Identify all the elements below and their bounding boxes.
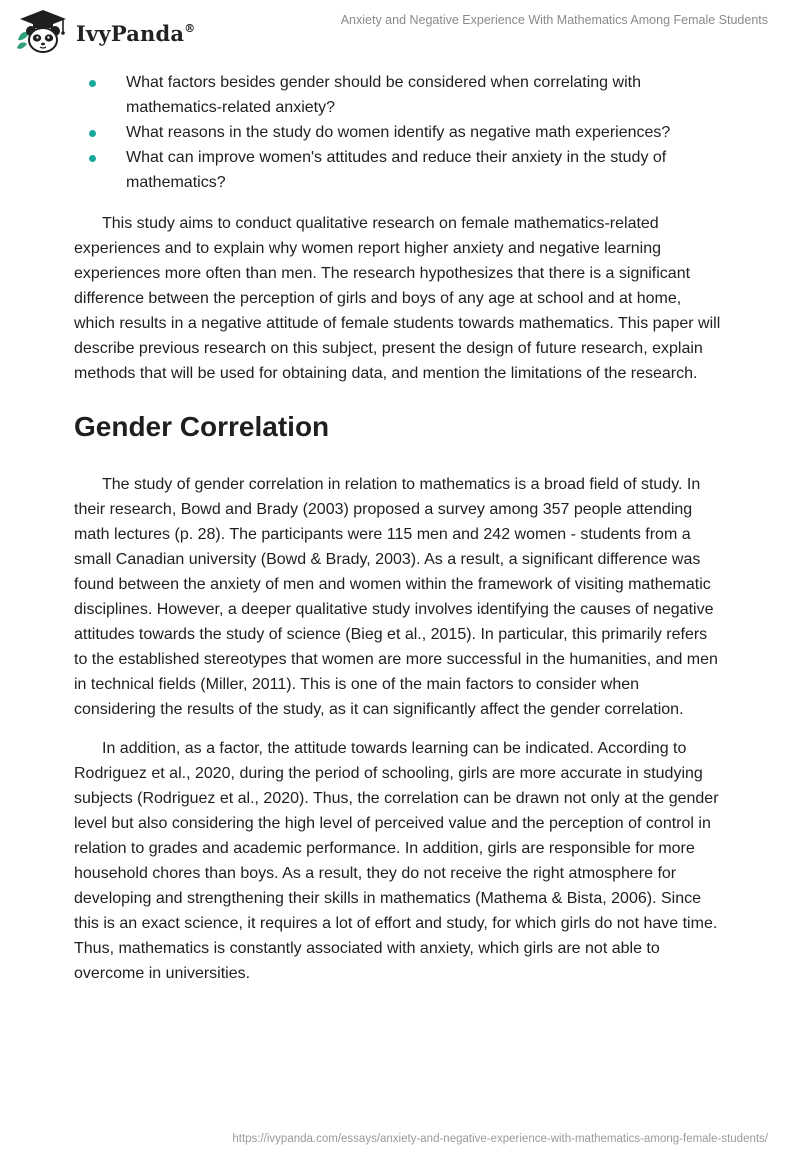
body-paragraph: The study of gender correlation in relation to mathematics is a broad field of study. In their research, Bowd and Brady (2003) proposed a survey among 357 people attending math lectures (p. 28). The participants were 115 men and 242 women - students from a small Canadian university (Bowd & Brady, 2003). As a result, a significant difference was found between the anxiety of men and women within the framework of visiting mathematic disciplines. However, a deeper qualitative study involves identifying the causes of negative attitudes towards the study of science (Bieg et al., 2015). In particular, this primarily refers to the established stereotypes that women are more successful in the humanities, and men in technical fields (Miller, 2011). This is one of the main factors to consider when considering the results of the study, as it can significantly affect the gender correlation. <box>74 476 718 718</box>
body-paragraph: In addition, as a factor, the attitude towards learning can be indicated. According to Rodriguez et al., 2020, during the period of schooling, girls are more accurate in studying subjects (Rodriguez et al., 2020). Thus, the correlation can be drawn not only at the gender level but also considering the high level of perceived value and the perception of control in relation to grades and academic performance. In addition, girls are responsible for more household chores than boys. As a result, they do not receive the right atmosphere for developing and strengthening their skills in mathematics (Mathema & Bista, 2006). Since this is an exact science, it requires a lot of effort and study, for which girls do not have time. Thus, mathematics is constantly associated with anxiety, which girls are not able to overcome in universities. <box>74 740 719 982</box>
registered-mark: ® <box>184 21 196 35</box>
document-title: Anxiety and Negative Experience With Mathematics Among Female Students <box>340 13 768 27</box>
list-item <box>74 70 724 120</box>
panda-graduate-icon <box>14 8 72 54</box>
list-item <box>74 120 724 145</box>
list-item <box>74 145 724 195</box>
research-questions-list <box>74 70 724 195</box>
source-url[interactable]: https://ivypanda.com/essays/anxiety-and-negative-experience-with-mathematics-among-female-students/ <box>232 1133 768 1145</box>
bullet-icon <box>89 80 96 87</box>
question-text: What factors besides gender should be considered when correlating with mathematics-related anxiety? <box>126 74 641 116</box>
question-text: What can improve women's attitudes and reduce their anxiety in the study of mathematics? <box>126 149 667 191</box>
bullet-icon <box>89 130 96 137</box>
section-heading: Gender Correlation <box>74 411 330 442</box>
intro-paragraph: This study aims to conduct qualitative research on female mathematics-related experiences and to explain why women report higher anxiety and negative learning experiences more often than men. The research hypothesizes that there is a significant difference between the perception of girls and boys of any age at school and at home, which results in a negative attitude of female students towards mathematics. This paper will describe previous research on this subject, present the design of future research, explain methods that will be used for obtaining data, and mention the limitations of the research. <box>74 215 721 382</box>
bullet-icon <box>89 155 96 162</box>
brand-name-text: IvyPanda <box>76 20 185 46</box>
question-text: What reasons in the study do women identify as negative math experiences? <box>126 124 671 141</box>
essay-content <box>74 70 724 1000</box>
page-header <box>0 0 800 60</box>
ivypanda-logo[interactable] <box>14 8 195 54</box>
brand-name <box>76 21 195 46</box>
